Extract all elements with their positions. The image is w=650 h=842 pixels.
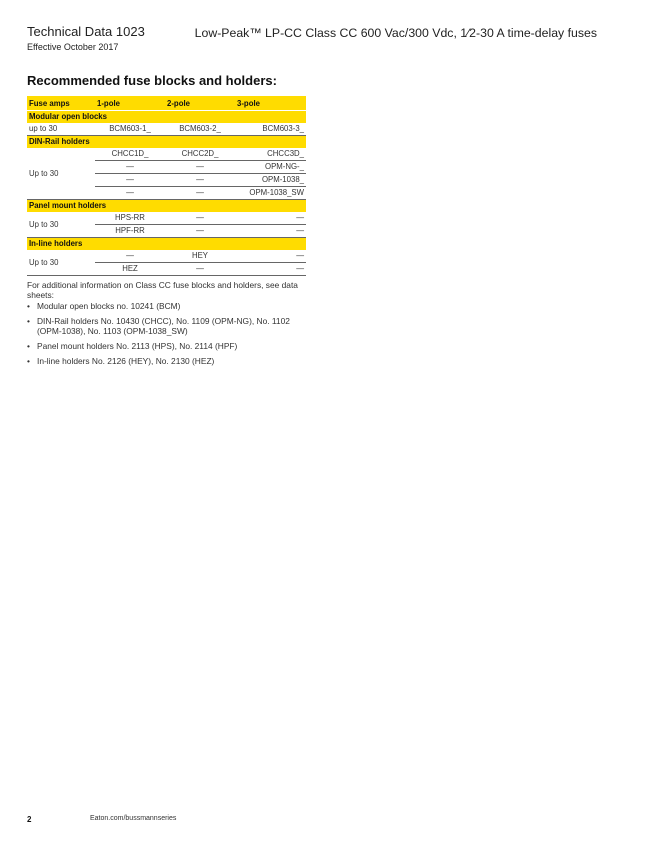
section-title: Recommended fuse blocks and holders: xyxy=(27,73,277,88)
list-item: • Panel mount holders No. 2113 (HPS), No. 2114 (HPF) xyxy=(27,341,309,351)
table-cell: — xyxy=(165,161,235,174)
fuse-holder-table xyxy=(27,96,306,276)
list-item: • In-line holders No. 2126 (HEY), No. 2130 (HEZ) xyxy=(27,356,309,366)
column-header: 1-pole xyxy=(95,97,165,111)
table-cell: BCM603-1_ xyxy=(95,123,165,136)
table-cell: HPS-RR xyxy=(95,212,165,225)
table-cell: — xyxy=(235,263,306,276)
group-header-row xyxy=(27,111,306,124)
fuse-amps-cell: up to 30 xyxy=(27,123,95,136)
table-row xyxy=(27,212,306,225)
table-cell: CHCC1D_ xyxy=(95,148,165,161)
list-item: • Modular open blocks no. 10241 (BCM) xyxy=(27,301,309,311)
footer-website[interactable]: Eaton.com/bussmannseries xyxy=(90,815,177,822)
fuse-amps-cell: Up to 30 xyxy=(27,212,95,238)
document-title: Technical Data 1023 xyxy=(27,24,145,39)
table-cell: — xyxy=(165,263,235,276)
notes-intro: For additional information on Class CC fuse blocks and holders, see data sheets: xyxy=(27,280,298,300)
table-cell: HEY xyxy=(165,250,235,263)
table-cell: CHCC3D_ xyxy=(235,148,306,161)
table-cell: — xyxy=(95,161,165,174)
table-cell: OPM-NG-_ xyxy=(235,161,306,174)
group-header-row xyxy=(27,136,306,149)
group-label: Panel mount holders xyxy=(27,200,306,213)
table-cell: HPF-RR xyxy=(95,225,165,238)
column-header: 2-pole xyxy=(165,97,235,111)
table-cell: OPM-1038_ xyxy=(235,174,306,187)
column-header: Fuse amps xyxy=(27,97,95,111)
table-cell: — xyxy=(165,225,235,238)
effective-date: Effective October 2017 xyxy=(27,42,119,52)
product-title: Low-Peak™ LP-CC Class CC 600 Vac/300 Vdc, 1⁄2-30 A time-delay fuses xyxy=(194,26,597,40)
group-label: DIN-Rail holders xyxy=(27,136,306,149)
table-cell: — xyxy=(165,187,235,200)
table-cell: BCM603-3_ xyxy=(235,123,306,136)
table-cell: — xyxy=(95,187,165,200)
table-cell: — xyxy=(235,212,306,225)
table-cell: — xyxy=(95,250,165,263)
notes xyxy=(27,280,309,371)
table-cell: OPM-1038_SW xyxy=(235,187,306,200)
table-row xyxy=(27,250,306,263)
group-label: Modular open blocks xyxy=(27,111,306,124)
fuse-amps-cell: Up to 30 xyxy=(27,250,95,276)
table-cell: — xyxy=(235,225,306,238)
table-row xyxy=(27,148,306,161)
header-left xyxy=(27,24,145,53)
column-header: 3-pole xyxy=(235,97,306,111)
table-cell: CHCC2D_ xyxy=(165,148,235,161)
table-cell: BCM603-2_ xyxy=(165,123,235,136)
group-header-row xyxy=(27,200,306,213)
table-cell: — xyxy=(165,212,235,225)
table-cell: — xyxy=(165,174,235,187)
page-number: 2 xyxy=(27,815,32,824)
table-cell: — xyxy=(235,250,306,263)
group-label: In-line holders xyxy=(27,238,306,251)
notes-list xyxy=(27,301,309,366)
table-cell: — xyxy=(95,174,165,187)
group-header-row xyxy=(27,238,306,251)
table-row xyxy=(27,123,306,136)
list-item: • DIN-Rail holders No. 10430 (CHCC), No. 1109 (OPM-NG), No. 1102 (OPM-1038), No. 1103 (OPM-1038_SW) xyxy=(27,316,309,336)
table-header-row xyxy=(27,97,306,111)
fuse-amps-cell: Up to 30 xyxy=(27,148,95,200)
table-cell: HEZ xyxy=(95,263,165,276)
